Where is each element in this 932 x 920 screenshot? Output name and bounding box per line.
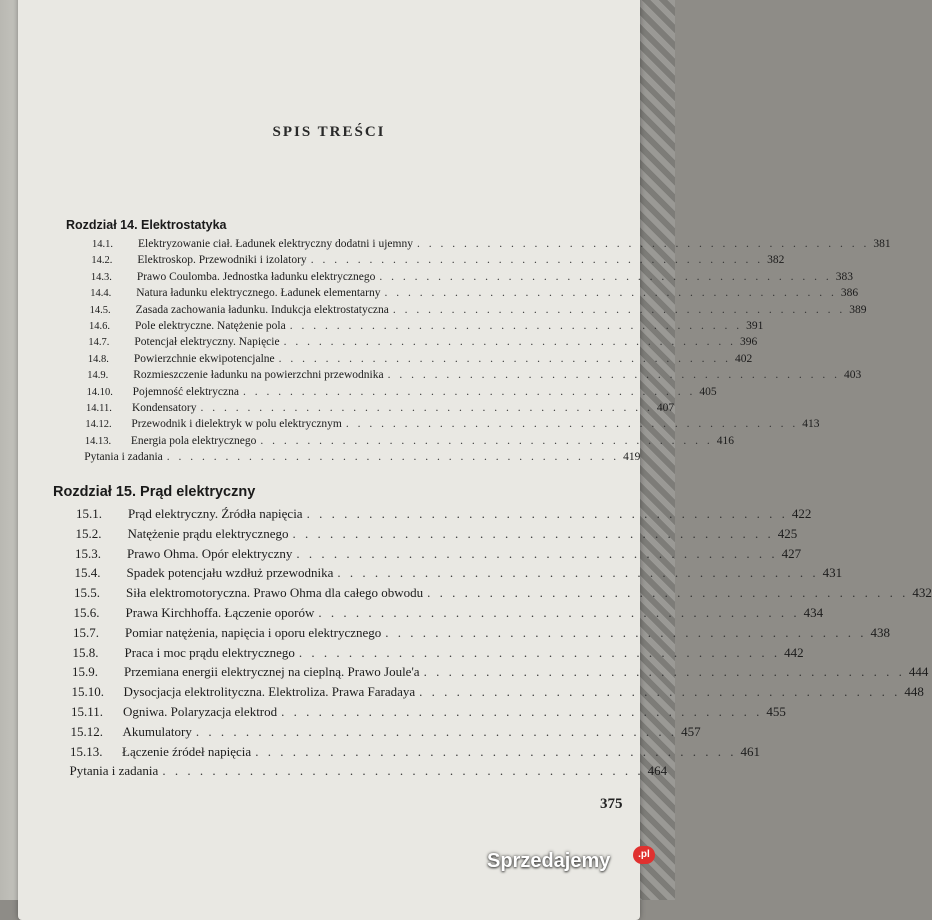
toc-entry-title: Pytania i zadania <box>69 763 159 779</box>
toc-leader-dots: . . . . . . . . . . . . . . . . . . . . . . . . . . . . . . . . . . . . . . . <box>278 352 732 365</box>
toc-entry <box>70 743 760 763</box>
toc-entry-page: 382 <box>767 254 785 267</box>
toc-entry-number: 15.9. <box>72 664 98 680</box>
toc-leader-dots: . . . . . . . . . . . . . . . . . . . . . . . . . . . . . . . . . . . . . . . <box>195 723 678 739</box>
toc-leader-dots: . . . . . . . . . . . . . . . . . . . . . . . . . . . . . . . . . . . . . . . <box>260 434 713 447</box>
book-page <box>18 0 932 920</box>
toc-entry-page: 427 <box>781 545 802 561</box>
toc-entry <box>86 385 717 402</box>
toc-leader-dots: . . . . . . . . . . . . . . . . . . . . . . . . . . . . . . . . . . . . . . . <box>419 684 901 700</box>
toc-entry-title: Potencjał elektryczny. Napięcie <box>134 336 280 349</box>
toc-entry-title: Pole elektryczne. Natężenie pola <box>135 320 286 332</box>
toc-entry-title: Prawo Ohma. Opór elektryczny <box>127 545 293 561</box>
toc-entry <box>75 545 802 565</box>
toc-entry <box>72 664 929 683</box>
toc-leader-dots: . . . . . . . . . . . . . . . . . . . . . . . . . . . . . . . . . . . . . . . <box>289 320 743 332</box>
toc-entry-page: 438 <box>870 624 891 640</box>
toc-leader-dots: . . . . . . . . . . . . . . . . . . . . . . . . . . . . . . . . . . . . . . . <box>385 624 867 640</box>
toc-entry-page: 434 <box>803 605 824 620</box>
toc-entry-page: 396 <box>739 336 758 349</box>
toc-leader-dots: . . . . . . . . . . . . . . . . . . . . . . . . . . . . . . . . . . . . . . . <box>310 254 764 267</box>
toc-entry-number: 14.1. <box>92 239 113 250</box>
toc-entry <box>92 238 891 254</box>
toc-leader-dots: . . . . . . . . . . . . . . . . . . . . . . . . . . . . . . . . . . . . . . . <box>298 644 781 660</box>
chapter-15-heading: Rozdział 15. Prąd elektryczny <box>53 484 256 500</box>
toc-entry-number: 15.10. <box>71 684 104 700</box>
toc-entry-number: 15.7. <box>73 624 99 640</box>
toc-entry-title: Kondensatory <box>132 402 197 414</box>
toc-entry-title: Dysocjacja elektrolityczna. Elektroliza. Prawa Faradaya <box>123 684 416 700</box>
toc-entry-title: Przewodnik i dielektryk w polu elektrycznym <box>131 418 342 431</box>
toc-entry-page: 425 <box>777 525 798 541</box>
toc-entry-number: 14.4. <box>90 288 112 300</box>
toc-leader-dots: . . . . . . . . . . . . . . . . . . . . . . . . . . . . . . . . . . . . . . . <box>200 402 653 414</box>
toc-entry-number: 14.13. <box>84 435 112 447</box>
toc-entry-title: Łączenie źródeł napięcia <box>122 743 252 759</box>
watermark-badge: .pl <box>633 846 655 864</box>
toc-leader-dots: . . . . . . . . . . . . . . . . . . . . . . . . . . . . . . . . . . . . . . . <box>392 303 846 316</box>
toc-entry-page: 391 <box>746 320 764 332</box>
toc-leader-dots: . . . . . . . . . . . . . . . . . . . . . . . . . . . . . . . . . . . . . . . <box>162 763 644 779</box>
toc-entry <box>86 402 675 418</box>
toc-entry <box>73 624 891 644</box>
toc-entry-page: 432 <box>912 585 932 601</box>
toc-entry-page: 455 <box>766 704 786 719</box>
toc-entry-page: 407 <box>656 402 675 414</box>
toc-entry-number: 14.6. <box>89 321 110 332</box>
toc-entry <box>91 254 785 270</box>
toc-entry <box>74 565 843 584</box>
toc-leader-dots: . . . . . . . . . . . . . . . . . . . . . . . . . . . . . . . . . . . . . . . <box>379 270 832 283</box>
toc-entry-number: 14.5. <box>89 304 111 316</box>
toc-entry-page: 431 <box>822 565 843 581</box>
toc-entry-page: 419 <box>623 451 641 464</box>
toc-entry-page: 389 <box>849 303 867 316</box>
toc-entry-page: 413 <box>802 418 820 431</box>
toc-entry <box>89 303 867 320</box>
toc-entry-title: Prawo Coulomba. Jednostka ładunku elektrycznego <box>136 270 376 283</box>
toc-entry-title: Praca i moc prądu elektrycznego <box>124 644 295 660</box>
toc-entry-number: 15.5. <box>74 585 100 601</box>
toc-entry <box>76 506 812 525</box>
toc-entry <box>84 434 735 451</box>
toc-leader-dots: . . . . . . . . . . . . . . . . . . . . . . . . . . . . . . . . . . . . . . . <box>292 525 774 541</box>
toc-entry-title: Akumulatory <box>122 723 192 739</box>
toc-entry-page: 448 <box>904 684 924 700</box>
toc-entry <box>84 451 641 467</box>
toc-leader-dots: . . . . . . . . . . . . . . . . . . . . . . . . . . . . . . . . . . . . . . . <box>387 369 840 382</box>
toc-entry-number: 14.12. <box>85 419 112 431</box>
toc-entry-number: 14.10. <box>86 386 113 398</box>
toc-entry-page: 386 <box>840 287 859 300</box>
toc-entry-title: Elektryzowanie ciał. Ładunek elektryczny dodatni i ujemny <box>138 238 413 250</box>
page-title: SPIS TREŚCI <box>272 124 386 140</box>
toc-leader-dots: . . . . . . . . . . . . . . . . . . . . . . . . . . . . . . . . . . . . . . . <box>166 451 620 464</box>
toc-entry-title: Pojemność elektryczna <box>132 385 239 398</box>
toc-leader-dots: . . . . . . . . . . . . . . . . . . . . . . . . . . . . . . . . . . . . . . . <box>337 565 819 581</box>
toc-entry-title: Energia pola elektrycznego <box>130 434 257 447</box>
toc-entry-page: 405 <box>699 385 717 398</box>
toc-entry-page: 383 <box>835 270 854 283</box>
toc-leader-dots: . . . . . . . . . . . . . . . . . . . . . . . . . . . . . . . . . . . . . . . <box>423 664 905 680</box>
toc-entry <box>85 418 820 434</box>
toc-entry-page: 422 <box>791 506 812 521</box>
toc-entry-title: Siła elektromotoryczna. Prawo Ohma dla całego obwodu <box>126 585 424 601</box>
toc-entry-page: 402 <box>735 352 753 365</box>
toc-entry-page: 416 <box>716 434 735 447</box>
toc-entry-number: 14.8. <box>87 353 109 365</box>
toc-entry-page: 381 <box>873 238 891 250</box>
toc-entry-title: Prąd elektryczny. Źródła napięcia <box>128 506 303 521</box>
toc-entry-title: Ogniwa. Polaryzacja elektrod <box>123 704 278 719</box>
toc-entry <box>89 320 764 336</box>
toc-entry-title: Spadek potencjału wzdłuż przewodnika <box>126 565 334 581</box>
toc-entry-number: 15.11. <box>71 704 104 719</box>
toc-entry <box>71 704 786 723</box>
toc-entry <box>73 605 824 624</box>
toc-entry-number: 14.11. <box>86 403 112 414</box>
toc-leader-dots: . . . . . . . . . . . . . . . . . . . . . . . . . . . . . . . . . . . . . . . <box>281 704 763 719</box>
toc-entry-number: 15.2. <box>75 525 102 541</box>
toc-entry <box>70 723 701 743</box>
toc-leader-dots: . . . . . . . . . . . . . . . . . . . . . . . . . . . . . . . . . . . . . . . <box>384 287 837 300</box>
toc-leader-dots: . . . . . . . . . . . . . . . . . . . . . . . . . . . . . . . . . . . . . . . <box>416 238 870 250</box>
toc-entry <box>87 352 753 369</box>
toc-leader-dots: . . . . . . . . . . . . . . . . . . . . . . . . . . . . . . . . . . . . . . . <box>255 743 737 759</box>
toc-entry-number: 15.8. <box>72 644 99 660</box>
toc-entry <box>71 684 924 703</box>
toc-entry <box>90 270 854 287</box>
toc-leader-dots: . . . . . . . . . . . . . . . . . . . . . . . . . . . . . . . . . . . . . . . <box>242 385 696 398</box>
toc-entry-title: Pytania i zadania <box>84 451 163 464</box>
toc-entry <box>90 287 859 303</box>
toc-entry-number: 14.2. <box>91 255 113 267</box>
toc-entry-title: Pomiar natężenia, napięcia i oporu elektrycznego <box>125 624 382 640</box>
toc-leader-dots: . . . . . . . . . . . . . . . . . . . . . . . . . . . . . . . . . . . . . . . <box>427 585 909 601</box>
toc-entry-page: 461 <box>740 743 760 759</box>
toc-entry-page: 444 <box>908 664 929 680</box>
toc-entry <box>74 585 932 604</box>
toc-entry-number: 15.3. <box>75 545 101 561</box>
toc-entry-number: 15.1. <box>76 506 102 521</box>
toc-entry-number: 15.6. <box>73 605 100 620</box>
watermark-logo: Sprzedajemy <box>487 850 611 872</box>
toc-entry-number: 14.9. <box>87 370 109 382</box>
toc-entry-number: 14.7. <box>88 337 110 349</box>
toc-entry-title: Powierzchnie ekwipotencjalne <box>133 352 275 365</box>
toc-entry <box>88 336 758 352</box>
toc-entry-title: Przemiana energii elektrycznej na cieplną. Prawo Joule'a <box>124 664 420 680</box>
toc-entry <box>69 763 668 782</box>
toc-entry-page: 442 <box>784 644 804 660</box>
toc-leader-dots: . . . . . . . . . . . . . . . . . . . . . . . . . . . . . . . . . . . . . . . <box>296 545 778 561</box>
toc-leader-dots: . . . . . . . . . . . . . . . . . . . . . . . . . . . . . . . . . . . . . . . <box>345 418 799 431</box>
toc-entry-page: 464 <box>647 763 668 779</box>
toc-entry <box>75 525 798 545</box>
toc-entry <box>87 369 862 385</box>
toc-entry-title: Zasada zachowania ładunku. Indukcja elektrostatyczna <box>135 303 389 316</box>
toc-entry-title: Natężenie prądu elektrycznego <box>127 525 289 541</box>
toc-entry-title: Rozmieszczenie ładunku na powierzchni przewodnika <box>133 369 384 382</box>
toc-entry-title: Prawa Kirchhoffa. Łączenie oporów <box>125 605 315 620</box>
toc-leader-dots: . . . . . . . . . . . . . . . . . . . . . . . . . . . . . . . . . . . . . . . <box>306 506 788 521</box>
page-number: 375 <box>600 796 623 812</box>
toc-leader-dots: . . . . . . . . . . . . . . . . . . . . . . . . . . . . . . . . . . . . . . . <box>283 336 736 349</box>
toc-entry-number: 15.13. <box>70 743 103 759</box>
toc-entry <box>72 644 804 664</box>
toc-entry-page: 403 <box>843 369 862 382</box>
toc-entry-page: 457 <box>681 723 701 739</box>
toc-entry-number: 15.12. <box>70 723 103 739</box>
toc-entry-title: Natura ładunku elektrycznego. Ładunek elementarny <box>136 287 381 300</box>
toc-leader-dots: . . . . . . . . . . . . . . . . . . . . . . . . . . . . . . . . . . . . . . . <box>318 605 800 620</box>
toc-entry-title: Elektroskop. Przewodniki i izolatory <box>137 254 307 267</box>
chapter-14-heading: Rozdział 14. Elektrostatyka <box>66 218 227 232</box>
toc-entry-number: 15.4. <box>74 565 101 581</box>
toc-entry-number: 14.3. <box>90 271 112 283</box>
